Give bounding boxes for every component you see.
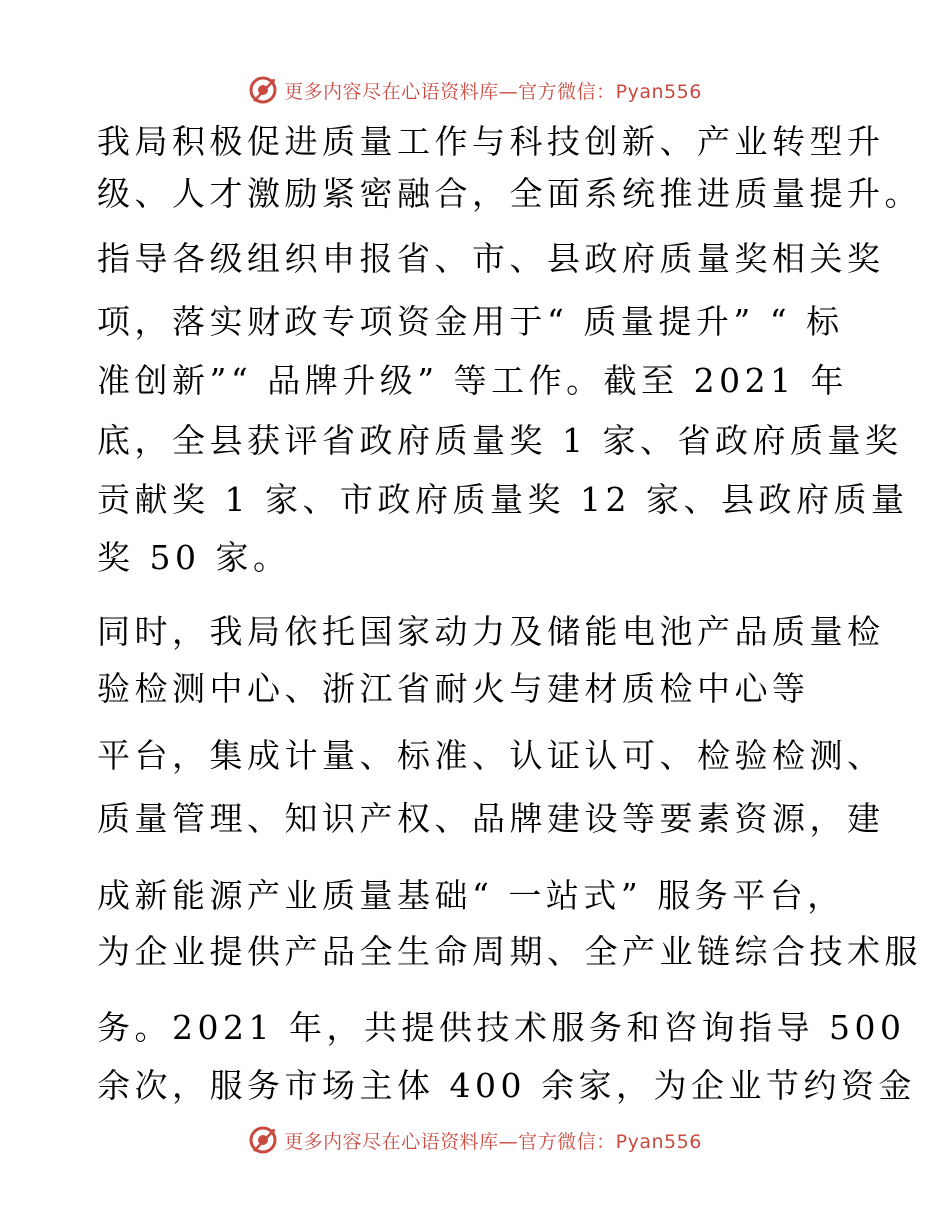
text-line-8: 奖 50 家。 bbox=[97, 538, 291, 577]
text-line-11: 平台，集成计量、标准、认证认可、检验检测、 bbox=[97, 736, 885, 775]
text-line-7: 贡献奖 1 家、市政府质量奖 12 家、县政府质量 bbox=[97, 480, 909, 519]
text-line-13: 成新能源产业质量基础“ 一站式” 服务平台， bbox=[97, 876, 845, 915]
quill-seal-icon bbox=[248, 1125, 278, 1155]
text-line-1: 我局积极促进质量工作与科技创新、产业转型升 bbox=[97, 122, 885, 161]
text-line-10: 验检测中心、浙江省耐火与建材质检中心等 bbox=[97, 669, 810, 708]
text-line-9: 同时，我局依托国家动力及储能电池产品质量检 bbox=[97, 612, 885, 651]
text-line-12: 质量管理、知识产权、品牌建设等要素资源，建 bbox=[97, 799, 885, 838]
text-line-16: 余次，服务市场主体 400 余家，为企业节约资金 bbox=[97, 1066, 916, 1105]
watermark-header bbox=[0, 70, 950, 110]
text-line-15: 务。2021 年，共提供技术服务和咨询指导 500 bbox=[97, 1008, 906, 1047]
watermark-footer bbox=[0, 1120, 950, 1160]
text-line-6: 底，全县获评省政府质量奖 1 家、省政府质量奖 bbox=[97, 421, 903, 460]
quill-seal-icon bbox=[248, 75, 278, 105]
watermark-text: 更多内容尽在心语资料库—官方微信：Pyan556 bbox=[284, 80, 702, 103]
text-line-14: 为企业提供产品全生命周期、全产业链综合技术服 bbox=[97, 932, 922, 971]
text-line-4: 项，落实财政专项资金用于“ 质量提升” “ 标 bbox=[97, 302, 844, 341]
text-line-3: 指导各级组织申报省、市、县政府质量奖相关奖 bbox=[97, 239, 885, 278]
text-line-5: 准创新”“ 品牌升级” 等工作。截至 2021 年 bbox=[97, 361, 849, 400]
watermark-text: 更多内容尽在心语资料库—官方微信：Pyan556 bbox=[284, 1130, 702, 1153]
text-line-2: 级、人才激励紧密融合，全面系统推进质量提升。 bbox=[97, 174, 922, 213]
